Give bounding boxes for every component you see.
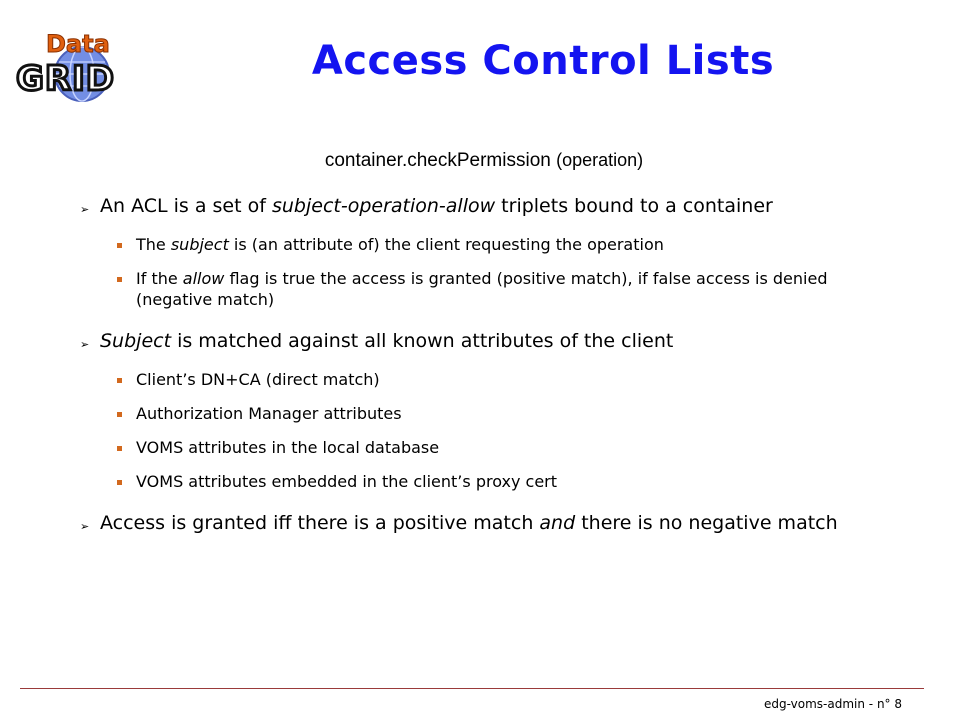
square-bullet-icon [117, 378, 122, 383]
footer-divider [20, 688, 924, 689]
sub-bullet-authz-manager: Authorization Manager attributes [80, 403, 840, 424]
sub-bullet-subject: The subject is (an attribute of) the client requesting the operation [80, 234, 840, 255]
square-bullet-icon [117, 480, 122, 485]
arrow-bullet-icon: ➢ [80, 520, 90, 533]
bullet-access-granted: ➢ Access is granted iff there is a positive match and there is no negative match [80, 512, 840, 535]
arrow-bullet-icon: ➢ [80, 338, 90, 351]
method-name: container.checkPermission [324, 150, 551, 171]
bullet-subject-matching: ➢ Subject is matched against all known attributes of the client [80, 330, 840, 353]
sub-bullet-allow: If the allow flag is true the access is granted (positive match), if false access is denied (negative match) [80, 268, 840, 310]
sub-bullet-voms-proxy: VOMS attributes embedded in the client’s proxy cert [80, 471, 840, 492]
svg-text:GRID: GRID [16, 59, 115, 99]
sub-bullet-dn-ca: Client’s DN+CA (direct match) [80, 369, 840, 390]
arrow-bullet-icon: ➢ [80, 203, 90, 216]
slide-title: Access Control Lists [311, 38, 775, 84]
slide-footer: edg-voms-admin - n° 8 [764, 697, 902, 711]
square-bullet-icon [117, 243, 122, 248]
bullet-list [80, 195, 840, 551]
sub-bullet-voms-local: VOMS attributes in the local database [80, 437, 840, 458]
square-bullet-icon [117, 277, 122, 282]
method-arg: (operation) [556, 150, 644, 170]
method-signature [0, 150, 960, 172]
bullet-acl-definition: ➢ An ACL is a set of subject-operation-allow triplets bound to a container [80, 195, 840, 218]
svg-text:Data: Data [46, 30, 110, 58]
square-bullet-icon [117, 446, 122, 451]
square-bullet-icon [117, 412, 122, 417]
